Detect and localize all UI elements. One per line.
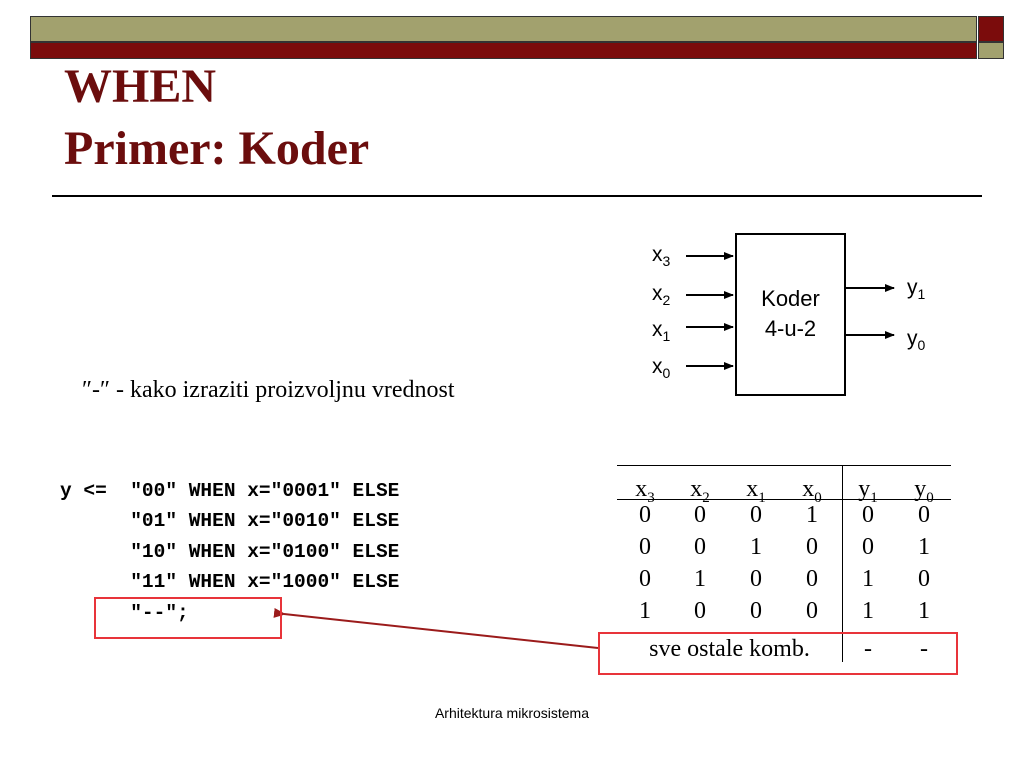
other-combinations-y0: -: [920, 636, 928, 662]
table-cell: 1: [750, 534, 762, 560]
header-y1: $y_1$: [858, 476, 878, 506]
table-cell: 0: [806, 598, 818, 624]
code-highlight-box: [94, 597, 282, 639]
input-label-x2: $x_2$: [652, 282, 671, 309]
table-cell: 0: [806, 566, 818, 592]
table-header-row: [617, 465, 951, 506]
encoder-name: Koder: [761, 286, 820, 311]
code-line: "01" WHEN x="0010" ELSE: [60, 510, 400, 533]
encoder-type: 4-u-2: [764, 316, 817, 341]
table-cell: 0: [862, 534, 874, 560]
table-row: [617, 531, 951, 563]
other-combinations-y1: -: [864, 636, 872, 662]
table-cell: 0: [750, 598, 762, 624]
table-cell: 1: [862, 566, 874, 592]
table-cell: 0: [750, 502, 762, 528]
truth-table: [617, 465, 951, 627]
input-label-x3: $x_3$: [652, 243, 671, 270]
slide-footer: Arhitektura mikrosistema: [434, 705, 590, 721]
header-band-top: [30, 16, 977, 42]
title-line-1: WHEN: [64, 60, 217, 113]
table-cell: 1: [639, 598, 651, 624]
table-cell: 0: [639, 534, 651, 560]
table-cell: 0: [806, 534, 818, 560]
code-line: "--";: [60, 601, 189, 624]
slide-title: [64, 56, 369, 180]
dont-care-note: ″-″ - kako izraziti proizvoljnu vrednost: [82, 377, 455, 403]
header-square-olive: [978, 42, 1004, 59]
header-square-red: [978, 16, 1004, 42]
output-label-y1: $y_1$: [907, 276, 926, 303]
table-cell: 1: [806, 502, 818, 528]
input-label-x0: $x_0$: [652, 355, 671, 382]
table-cell: 0: [694, 534, 706, 560]
header-y0: $y_0$: [914, 476, 934, 506]
input-label-x1: $x_1$: [652, 318, 671, 345]
table-cell: 0: [639, 502, 651, 528]
header-x0: $x_0$: [802, 476, 822, 506]
encoder-block-label: [735, 284, 846, 344]
header-x3: $x_3$: [635, 476, 655, 506]
table-row: [617, 595, 951, 627]
header-x2: $x_2$: [690, 476, 710, 506]
table-cell: 1: [918, 598, 930, 624]
table-cell: 1: [862, 598, 874, 624]
title-divider: [52, 195, 982, 197]
other-combinations-label: sve ostale komb.: [649, 636, 810, 662]
table-cell: 0: [639, 566, 651, 592]
table-cell: 0: [694, 502, 706, 528]
table-cell: 0: [750, 566, 762, 592]
table-cell: 0: [918, 566, 930, 592]
output-label-y0: $y_0$: [907, 327, 926, 354]
table-cell: 0: [862, 502, 874, 528]
code-line: "10" WHEN x="0100" ELSE: [60, 540, 400, 563]
table-cell: 1: [918, 534, 930, 560]
table-cell: 0: [918, 502, 930, 528]
table-row: [617, 499, 951, 531]
table-cell: 0: [694, 598, 706, 624]
code-line: y <= "00" WHEN x="0001" ELSE: [60, 480, 400, 502]
table-row: [617, 563, 951, 595]
title-line-2: Primer: Koder: [64, 122, 370, 175]
code-line: "11" WHEN x="1000" ELSE: [60, 571, 400, 594]
header-x1: $x_1$: [746, 476, 766, 506]
table-cell: 1: [694, 566, 706, 592]
